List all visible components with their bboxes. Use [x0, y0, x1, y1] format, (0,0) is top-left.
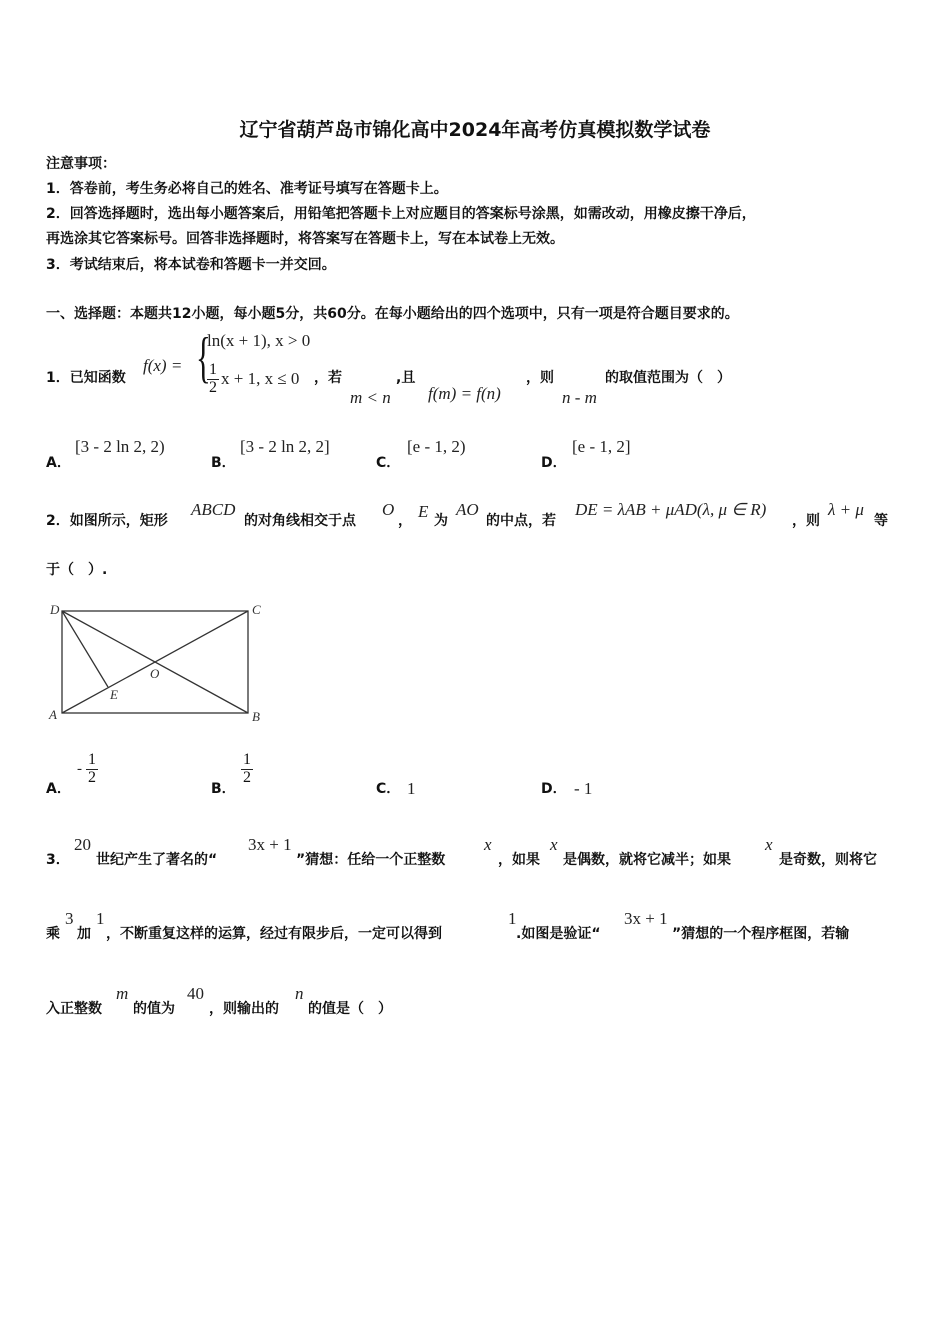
q1-text-ruo: ，若 [314, 370, 342, 386]
q2-option-a-label: A． [46, 781, 71, 797]
q2-rectangle-figure [40, 595, 270, 730]
notice-item: 2．回答选择题时，选出每小题答案后，用铅笔把答题卡上对应题目的答案标号涂黑，如需改动，用橡皮擦干净后， [46, 206, 756, 222]
q1-option-c-value: [e - 1, 2) [407, 437, 466, 456]
q2-option-a-value: - $\frac{1}{2}$ [77, 751, 96, 786]
q1-fx: f(x) = [143, 356, 183, 375]
label-c: C [252, 602, 261, 617]
q1-option-b-value: [3 - 2 ln 2, 2] [240, 437, 330, 456]
q2-option-b-value: $\frac{1}{2}$ [243, 751, 251, 786]
q1-text-end: 的取值范围为（ ） [605, 370, 731, 386]
q1-brace: { [196, 327, 211, 389]
label-o: O [150, 666, 160, 681]
q1-text-qie: ,且 [396, 370, 416, 386]
q1-option-a-label: A． [46, 455, 71, 471]
page-title: 辽宁省葫芦岛市锦化高中2024年高考仿真模拟数学试卷 [239, 119, 711, 141]
q2-option-b-label: B． [211, 781, 236, 797]
notice-item: 1．答卷前，考生务必将自己的姓名、准考证号填写在答题卡上。 [46, 181, 448, 197]
q2-option-c-value: 1 [407, 779, 416, 798]
label-a: A [49, 707, 57, 722]
section-heading: 一、选择题：本题共12小题，每小题5分，共60分。在每小题给出的四个选项中，只有一项是符合题目要求的。 [46, 306, 739, 322]
label-e: E [110, 687, 118, 702]
q1-case1: ln(x + 1), x > 0 [207, 331, 311, 350]
q2-option-c-label: C． [376, 781, 401, 797]
q1-cond2: f(m) = f(n) [428, 384, 501, 403]
q1-option-d-value: [e - 1, 2] [572, 437, 631, 456]
label-d: D [50, 602, 60, 617]
notice-item: 3．考试结束后，将本试卷和答题卡一并交回。 [46, 257, 336, 273]
notice-heading: 注意事项： [46, 156, 116, 172]
q1-option-d-label: D． [541, 455, 567, 471]
q1-lead: 1．已知函数 [46, 370, 126, 386]
q1-case2-frac: $\frac{1}{2}$ [209, 361, 217, 396]
q2-option-d-value: - 1 [574, 779, 593, 798]
q1-option-b-label: B． [211, 455, 236, 471]
notice-item: 再选涂其它答案标号。回答非选择题时，将答案写在答题卡上，写在本试卷上无效。 [46, 231, 564, 247]
q1-option-c-label: C． [376, 455, 401, 471]
segment-de [62, 611, 108, 687]
q2-line2: 于（ ）. [46, 562, 108, 578]
q1-option-a-value: [3 - 2 ln 2, 2) [75, 437, 165, 456]
q1-case2: $\frac{1}{2}$ x + 1, x ≤ 0 [209, 361, 300, 396]
q1-expr: n - m [562, 388, 597, 407]
label-b: B [252, 709, 260, 724]
q2-option-d-label: D． [541, 781, 567, 797]
q1-text-ze: ，则 [526, 370, 554, 386]
q1-cond1: m < n [350, 388, 391, 407]
